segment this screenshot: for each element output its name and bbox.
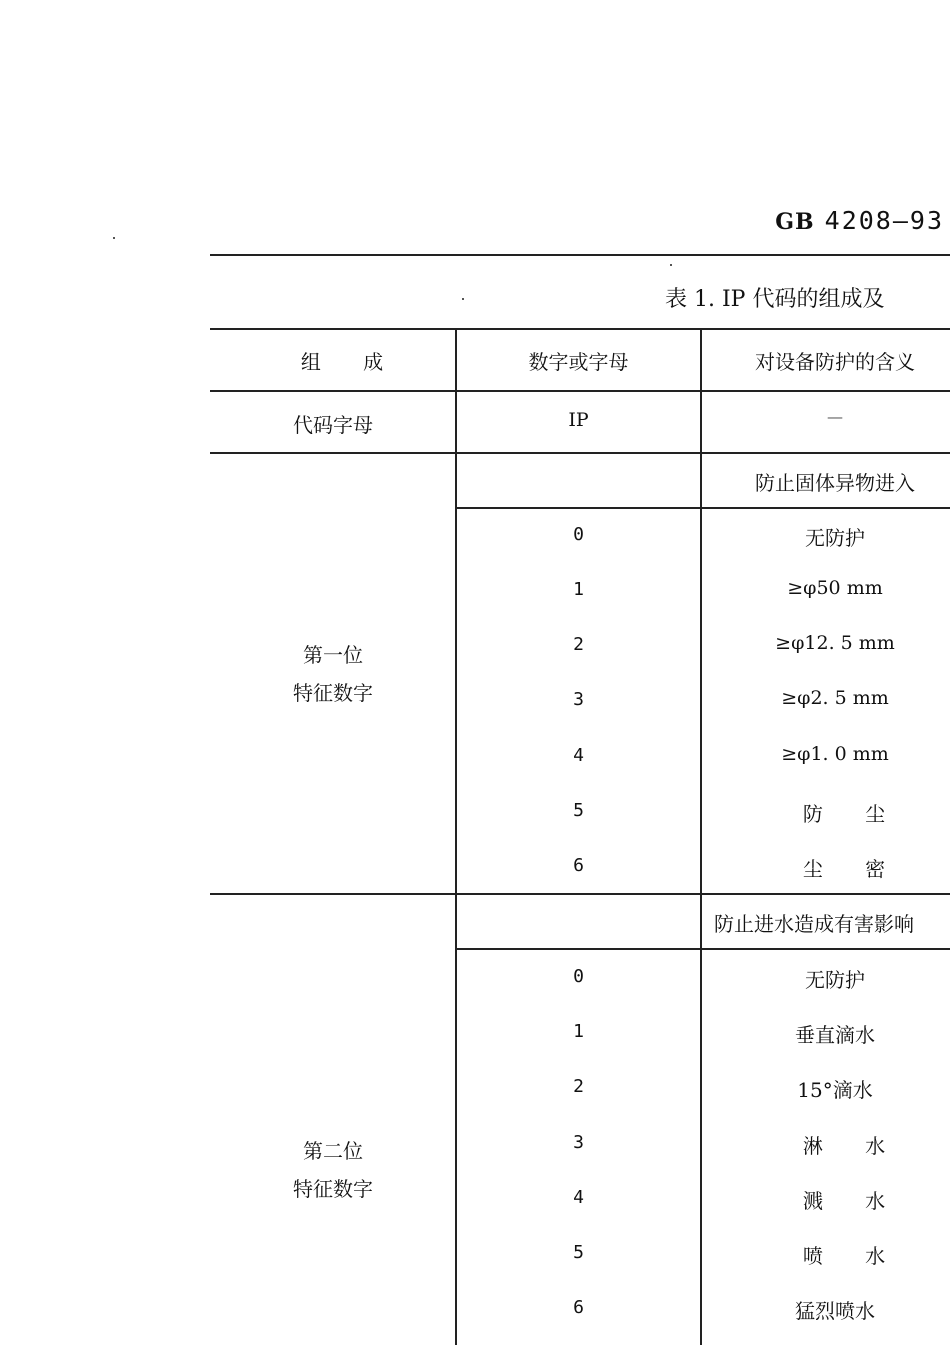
standard-number: 4208—93 xyxy=(824,206,944,235)
scan-speck xyxy=(670,264,672,266)
first-digit-value: 0 xyxy=(573,524,584,545)
first-digit-meaning: ≥φ2. 5 mm xyxy=(781,687,889,709)
first-digit-section-title: 防止固体异物进入 xyxy=(755,471,915,495)
first-digit-value: 2 xyxy=(573,634,584,655)
standard-code xyxy=(775,206,944,235)
standard-prefix: GB xyxy=(775,209,815,235)
scan-speck xyxy=(113,237,115,239)
second-digit-meaning: 溅 水 xyxy=(802,1189,904,1213)
second-section-title-border xyxy=(456,948,950,950)
first-digit-label-line1: 第一位 xyxy=(303,643,363,667)
second-digit-label-line2: 特征数字 xyxy=(293,1177,373,1201)
second-digit-meaning: 淋 水 xyxy=(802,1134,904,1158)
first-digit-value: 3 xyxy=(573,689,584,710)
first-digit-value: 1 xyxy=(573,579,584,600)
first-digit-meaning: ≥φ50 mm xyxy=(787,577,883,599)
first-digit-label-line2: 特征数字 xyxy=(293,681,373,705)
second-digit-meaning: 喷 水 xyxy=(802,1244,904,1268)
second-digit-meaning: 猛烈喷水 xyxy=(795,1299,875,1323)
header-composition: 组 成 xyxy=(300,350,402,374)
first-digit-label xyxy=(210,636,456,712)
first-digit-value: 4 xyxy=(573,745,584,766)
first-digit-value: 5 xyxy=(573,800,584,821)
first-group-bottom-border xyxy=(210,893,950,895)
second-digit-value: 0 xyxy=(573,966,584,987)
second-digit-meaning: 无防护 xyxy=(805,968,865,992)
second-digit-value: 3 xyxy=(573,1132,584,1153)
second-digit-meaning: 15°滴水 xyxy=(797,1078,873,1102)
header-bottom-border xyxy=(210,390,950,392)
code-row-letters: IP xyxy=(568,409,589,431)
second-digit-meaning: 垂直滴水 xyxy=(795,1023,875,1047)
table-caption: 表 1. IP 代码的组成及 xyxy=(665,287,885,312)
header-rule xyxy=(210,254,950,256)
code-row-bottom-border xyxy=(210,452,950,454)
second-digit-value: 6 xyxy=(573,1297,584,1318)
first-digit-meaning: ≥φ1. 0 mm xyxy=(781,743,889,765)
first-digit-value: 6 xyxy=(573,855,584,876)
first-digit-meaning: 防 尘 xyxy=(802,802,904,826)
scan-speck xyxy=(462,298,464,300)
second-digit-section-title: 防止进水造成有害影响 xyxy=(714,912,914,936)
first-digit-meaning: ≥φ12. 5 mm xyxy=(775,632,895,654)
first-digit-meaning: 尘 密 xyxy=(802,857,904,881)
code-row-composition: 代码字母 xyxy=(293,413,373,437)
code-row-meaning: — xyxy=(827,407,843,426)
header-digit-or-letter: 数字或字母 xyxy=(528,350,629,374)
first-digit-meaning: 无防护 xyxy=(805,526,865,550)
second-digit-value: 1 xyxy=(573,1021,584,1042)
first-section-title-border xyxy=(456,507,950,509)
second-digit-label xyxy=(210,1132,456,1208)
second-digit-label-line1: 第二位 xyxy=(303,1139,363,1163)
second-digit-value: 4 xyxy=(573,1187,584,1208)
header-meaning: 对设备防护的含义 xyxy=(755,350,915,374)
table-top-border xyxy=(210,328,950,330)
second-digit-value: 5 xyxy=(573,1242,584,1263)
second-digit-value: 2 xyxy=(573,1076,584,1097)
